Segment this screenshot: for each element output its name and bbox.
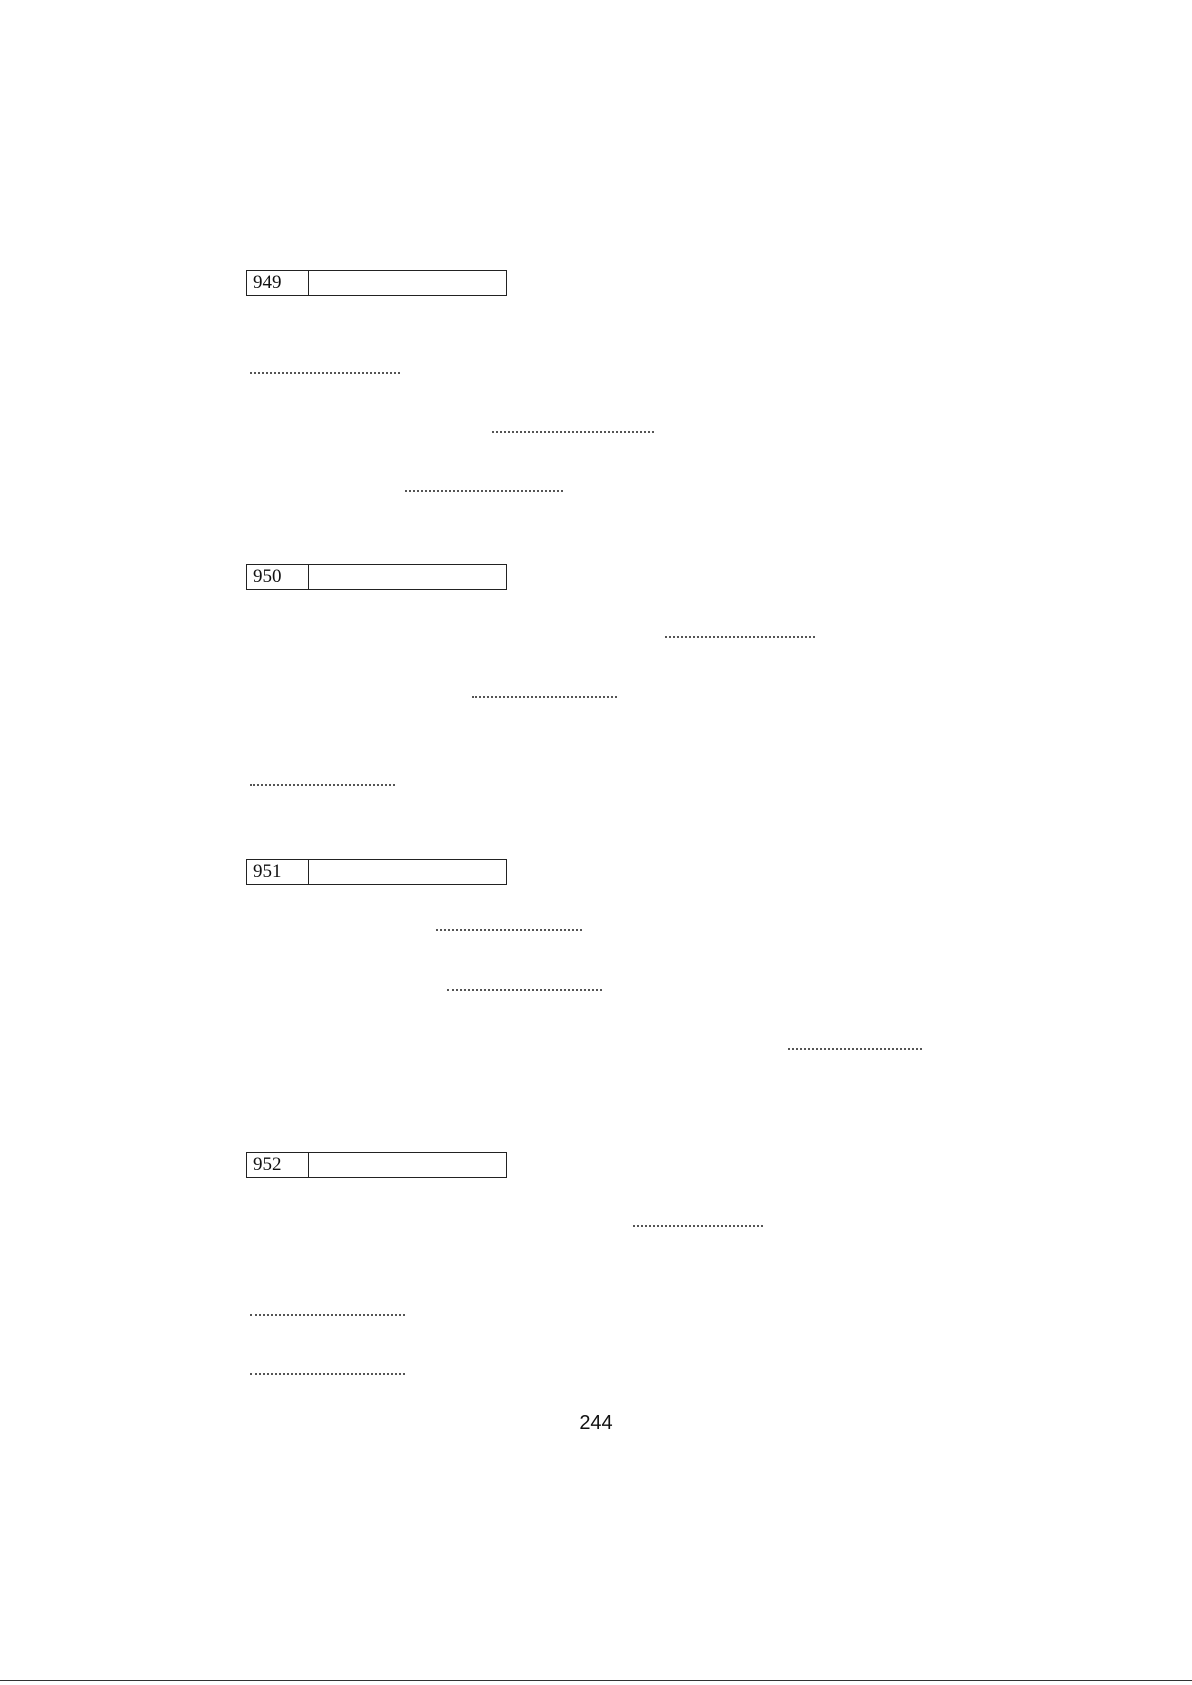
question-box-951 (246, 859, 507, 885)
question-number: 952 (247, 1153, 309, 1177)
dotted-blank[interactable] (472, 696, 617, 698)
answer-field[interactable] (309, 565, 506, 589)
question-box-949 (246, 270, 507, 296)
page-edge-rule (0, 1680, 1192, 1681)
question-number: 949 (247, 271, 309, 295)
dotted-blank[interactable] (665, 636, 815, 638)
dotted-blank[interactable] (447, 989, 602, 991)
question-number: 951 (247, 860, 309, 884)
question-number: 950 (247, 565, 309, 589)
question-box-952 (246, 1152, 507, 1178)
dotted-blank[interactable] (492, 431, 654, 433)
dotted-blank[interactable] (436, 929, 582, 931)
answer-field[interactable] (309, 271, 506, 295)
dotted-blank[interactable] (250, 1373, 405, 1375)
dotted-blank[interactable] (788, 1048, 922, 1050)
question-box-950 (246, 564, 507, 590)
dotted-blank[interactable] (633, 1225, 763, 1227)
dotted-blank[interactable] (250, 1314, 405, 1316)
dotted-blank[interactable] (250, 372, 400, 374)
dotted-blank[interactable] (405, 490, 563, 492)
answer-field[interactable] (309, 1153, 506, 1177)
answer-field[interactable] (309, 860, 506, 884)
page-number: 244 (579, 1412, 613, 1434)
dotted-blank[interactable] (250, 784, 395, 786)
